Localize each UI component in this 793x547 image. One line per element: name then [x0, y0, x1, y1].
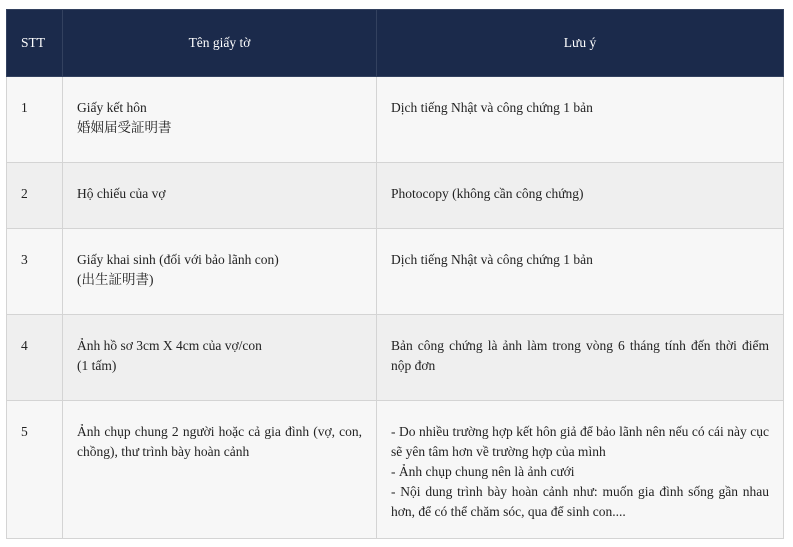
note-line: Photocopy (không cần công chứng)	[391, 186, 584, 201]
row-document-name	[63, 163, 377, 229]
header-row	[7, 10, 784, 77]
note-line: Dịch tiếng Nhật và công chứng 1 bản	[391, 252, 593, 267]
document-name-line: Giấy kết hôn	[77, 100, 147, 115]
row-note	[377, 229, 784, 315]
row-note	[377, 315, 784, 401]
table-header	[7, 10, 784, 77]
document-name-line: Ảnh hồ sơ 3cm X 4cm của vợ/con	[77, 338, 262, 353]
table-row	[7, 163, 784, 229]
table-body	[7, 77, 784, 539]
note-line: Bản công chứng là ảnh làm trong vòng 6 tháng tính đến thời điểm nộp đơn	[391, 338, 769, 373]
document-name-line: Hộ chiếu của vợ	[77, 186, 166, 201]
row-stt: 2	[7, 163, 63, 229]
row-note	[377, 77, 784, 163]
row-stt: 1	[7, 77, 63, 163]
header-document-name: Tên giấy tờ	[63, 10, 377, 77]
note-line: - Nội dung trình bày hoàn cảnh như: muốn gia đình sống gần nhau hơn, để có thể chăm sóc, qua để sinh con....	[391, 484, 769, 519]
row-document-name	[63, 229, 377, 315]
header-note: Lưu ý	[377, 10, 784, 77]
documents-table	[6, 9, 784, 539]
table-row	[7, 229, 784, 315]
document-name-line: (1 tấm)	[77, 358, 117, 373]
document-name-line: Giấy khai sinh (đối với bảo lãnh con)	[77, 252, 279, 267]
document-name-line: (出生証明書)	[77, 272, 154, 287]
table-row	[7, 315, 784, 401]
row-stt: 3	[7, 229, 63, 315]
documents-table-container	[6, 9, 783, 539]
document-name-line: Ảnh chụp chung 2 người hoặc cả gia đình (vợ, con, chồng), thư trình bày hoàn cảnh	[77, 424, 362, 459]
header-stt: STT	[7, 10, 63, 77]
table-row	[7, 401, 784, 539]
row-note	[377, 401, 784, 539]
table-row	[7, 77, 784, 163]
row-note	[377, 163, 784, 229]
document-name-line: 婚姻届受証明書	[77, 120, 172, 135]
note-line: Dịch tiếng Nhật và công chứng 1 bản	[391, 100, 593, 115]
note-line: - Do nhiều trường hợp kết hôn giả để bảo lãnh nên nếu có cái này cục sẽ yên tâm hơn về trường hợp của mình	[391, 424, 769, 459]
row-document-name	[63, 401, 377, 539]
row-document-name	[63, 77, 377, 163]
row-stt: 5	[7, 401, 63, 539]
row-document-name	[63, 315, 377, 401]
row-stt: 4	[7, 315, 63, 401]
note-line: - Ảnh chụp chung nên là ảnh cưới	[391, 464, 575, 479]
